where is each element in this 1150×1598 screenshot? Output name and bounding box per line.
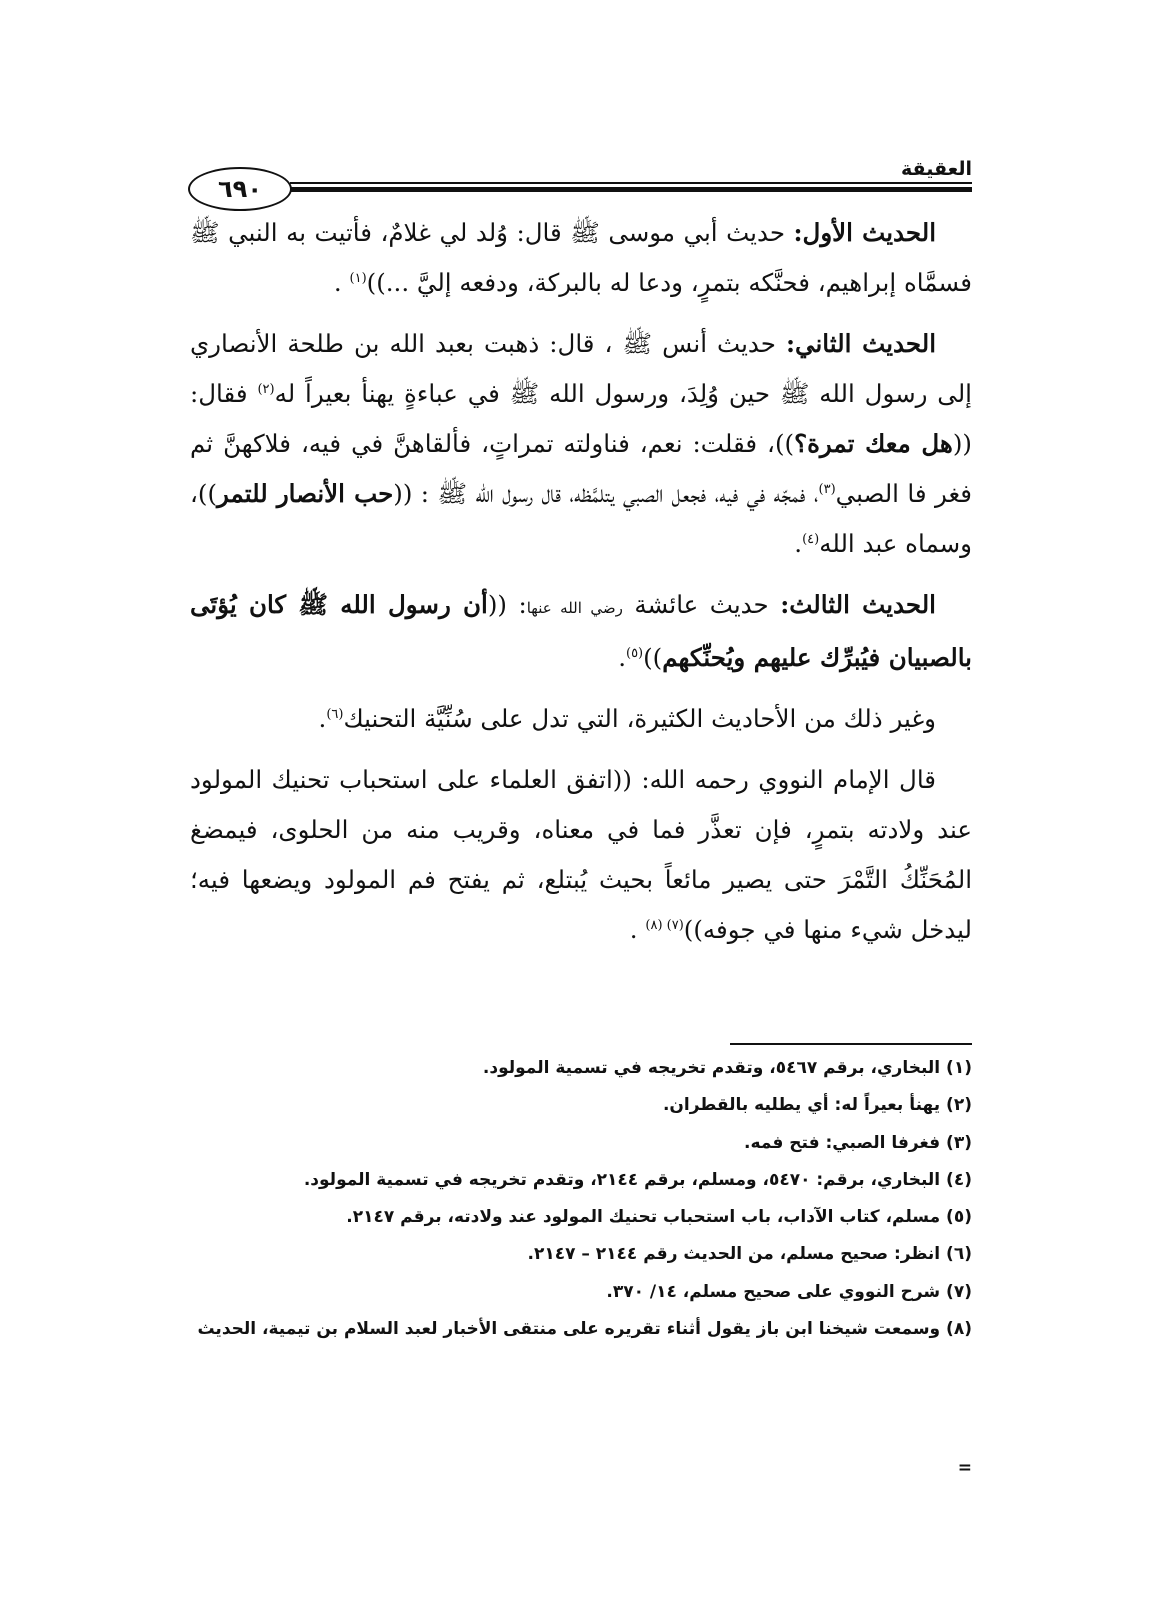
paragraph-text: ))، وسماه عبد الله xyxy=(190,479,972,558)
footnote-ref: (١) xyxy=(349,270,367,286)
footnote-1: (١) البخاري، برقم ٥٤٦٧، وتقدم تخريجه في تسمية المولود. xyxy=(482,1058,972,1078)
chapter-title: العقيقة xyxy=(901,158,972,180)
paragraph-other-hadiths xyxy=(190,694,972,744)
footnote-ref: (٥) xyxy=(625,645,644,661)
footnote-3: (٣) فغرفا الصبي: فتح فمه. xyxy=(744,1132,972,1153)
footnote-4: (٤) البخاري، برقم: ٥٤٧٠، ومسلم، برقم ٢١٤٤، وتقدم تخريجه في تسمية المولود. xyxy=(303,1169,972,1190)
footnote-ref: (٢) xyxy=(257,381,275,397)
header-rule-thick xyxy=(290,187,972,192)
footnote-6: (٦) انظر: صحيح مسلم، من الحديث رقم ٢١٤٤ – ٢١٤٧. xyxy=(527,1244,972,1265)
paragraph-text: قال الإمام النووي رحمه الله: ((اتفق العلماء على استحباب تحنيك المولود عند ولادته بتمرٍ، فإن تعذَّر فما في معناه، وقريب منه من الحلوى، فيمضغ المُحَنِّكُ التَّمْرَ حتى يصير مائعاً بحيث يُبتلع، ثم يفتح فم المولود ويضعها فيه؛ ليدخل شيء منها في جوفه)) xyxy=(190,765,972,944)
paragraph-text: فقال: (( xyxy=(190,379,972,458)
paragraph-text: ))، فقلت: نعم، فناولته تمراتٍ، فألقاهنَّ في فيه، فلاكهنَّ ثم فغر فا الصبي xyxy=(190,429,972,508)
paragraph-text: حديث عائشة xyxy=(622,590,781,619)
paragraph-end: . xyxy=(794,529,803,558)
continuation-mark: = xyxy=(957,1458,972,1478)
footnote-ref: (٣) xyxy=(818,481,836,497)
paragraph-end: . xyxy=(629,915,646,944)
footnotes xyxy=(190,1050,972,1348)
hadith-quote: أن رسول الله ﷺ كان يُؤتَى بالصبيان فيُبرِّك عليهم ويُحنِّكهم xyxy=(190,590,972,672)
footnote-8: (٨) وسمعت شيخنا ابن باز يقول أثناء تقريره على منتقى الأخبار لعبد السلام بن تيمية، الحديث xyxy=(197,1319,972,1340)
paragraph-text: وغير ذلك من الأحاديث الكثيرة، التي تدل على سُنِّيَّة التحنيك xyxy=(343,704,936,733)
paragraph-text: حديث أبي موسى ﷺ قال: وُلد لي غلامٌ، فأتيت به النبي ﷺ فسمَّاه إبراهيم، فحنَّكه بتمرٍ، ودعا له بالبركة، ودفعه إليَّ ...)) xyxy=(190,218,972,297)
paragraph-text: )) xyxy=(643,643,663,672)
footnote-7: (٧) شرح النووي على صحيح مسلم، ١٤/ ٣٧٠. xyxy=(606,1281,972,1302)
header-rule-thin xyxy=(290,182,972,184)
prophetic-quote: حب الأنصار للتمر xyxy=(217,479,394,508)
paragraph-end: . xyxy=(333,268,350,297)
page-number-badge: ٦٩٠ xyxy=(188,167,292,211)
footnote-separator xyxy=(730,1043,972,1045)
paragraph-lead: الحديث الأول: xyxy=(793,218,937,247)
footnote-ref: (٦) xyxy=(326,706,344,722)
paragraph-hadith-2 xyxy=(190,319,972,569)
paragraph-text: حديث أنس ﷺ ، قال: ذهبت بعبد الله بن طلحة الأنصاري إلى رسول الله ﷺ حين وُلِدَ، ورسول الله ﷺ في عباءةٍ يهنأ بعيراً له xyxy=(190,329,972,408)
footnote-ref: (٧) (٨) xyxy=(645,917,684,933)
footnote-ref: (٤) xyxy=(802,531,820,547)
honorific: رضي الله عنها xyxy=(526,599,623,617)
footnote-5: (٥) مسلم، كتاب الآداب، باب استحباب تحنيك المولود عند ولادته، برقم ٢١٤٧. xyxy=(346,1207,972,1228)
paragraph-hadith-1 xyxy=(190,208,972,308)
main-text xyxy=(190,208,972,966)
paragraph-nawawi-quote xyxy=(190,755,972,955)
paragraph-end: . xyxy=(318,704,327,733)
paragraph-lead: الحديث الثاني: xyxy=(785,329,937,358)
footnote-2: (٢) يهنأ بعيراً له: أي يطليه بالقطران. xyxy=(662,1095,972,1116)
paragraph-hadith-3 xyxy=(190,580,972,683)
paragraph-text: : (( xyxy=(487,590,527,619)
paragraph-text: ، فمجّه في فيه، فجعل الصبي يتلمَّظه، قال رسول الله ﷺ : (( xyxy=(393,479,819,508)
paragraph-lead: الحديث الثالث: xyxy=(780,590,936,619)
prophetic-quote: هل معك تمرة؟ xyxy=(794,429,953,458)
paragraph-end: . xyxy=(618,643,626,672)
